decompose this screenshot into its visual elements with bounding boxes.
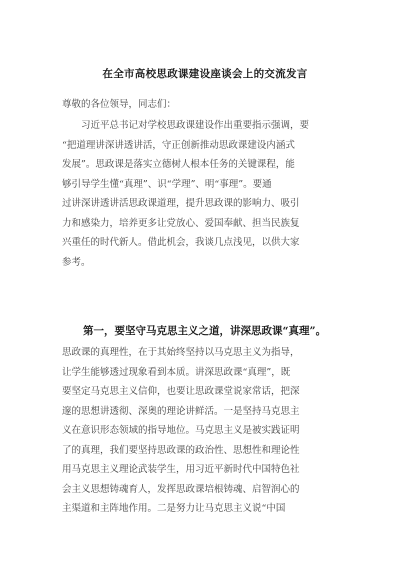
paragraph-line: 发展”。思政课是落实立德树人根本任务的关键课程，能: [62, 159, 295, 170]
paragraph-line: 邃的思想讲透彻、深奥的理论讲鲜活。一是坚持马克思主: [62, 405, 300, 417]
paragraph-line: 过讲深讲透讲活思政课道理，提升思政课的影响力、吸引: [62, 198, 300, 209]
paragraph-line: 了的真理，我们要坚持思政课的政治性、思想性和理论性: [62, 444, 300, 456]
section-paragraph: [62, 343, 350, 519]
document-title: 在全市高校思政课建设座谈会上的交流发言: [102, 68, 308, 80]
paragraph-line: 习近平总书记对学校思政课建设作出重要指示强调，要: [62, 120, 310, 131]
paragraph-line: 力和感染力，培养更多让党放心、爱国奉献、担当民族复: [62, 217, 300, 229]
paragraph-line: 会主义思想铸魂育人，发挥思政课培根铸魂、启智润心的: [62, 483, 300, 495]
paragraph-line: 让学生能够透过现象看到本质。讲深思政课“真理”，既: [62, 366, 291, 378]
paragraph-line: 义在意识形态领域的指导地位。马克思主义是被实践证明: [62, 425, 300, 436]
paragraph-line: “把道理讲深讲透讲活，守正创新推动思政课建设内涵式: [62, 139, 295, 151]
paragraph-line: 够引导学生懂“真理”、识“学理”、明“事理”。要通: [62, 178, 272, 190]
paragraph-line: 主渠道和主阵地作用。二是努力让马克思主义说“中国: [62, 503, 286, 514]
paragraph-line: 参考。: [62, 256, 91, 268]
paragraph-line: 要坚定马克思主义信仰，也要让思政课堂说家常话，把深: [62, 386, 300, 397]
paragraph-line: 思政课的真理性，在于其始终坚持以马克思主义为指导，: [62, 347, 300, 358]
paragraph-line: 用马克思主义理论武装学生，用习近平新时代中国特色社: [62, 464, 300, 475]
section-heading: 第一，要坚守马克思主义之道，讲深思政课“真理”。: [62, 325, 327, 337]
salutation: 尊敬的各位领导，同志们：: [62, 99, 177, 110]
intro-paragraph: [62, 116, 350, 272]
paragraph-line: 兴重任的时代新人。借此机会，我谈几点浅见，以供大家: [62, 237, 300, 248]
